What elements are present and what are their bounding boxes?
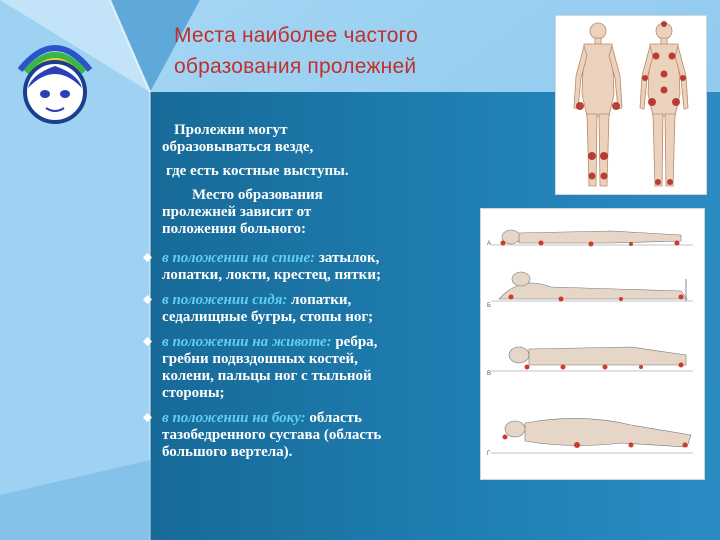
bullet-text: ребра, — [335, 334, 378, 350]
intro-line-3: где есть костные выступы. — [166, 163, 349, 179]
list-item — [140, 334, 476, 402]
bullet-label: в положении на боку: — [162, 410, 306, 426]
bullet-text: лопатки, — [291, 292, 352, 308]
label-b: Б — [487, 303, 491, 309]
intro-line-3-wrap — [140, 163, 476, 180]
depends-line-2: пролежней зависит от — [162, 204, 312, 220]
bullet-label: в положении на спине: — [162, 250, 316, 266]
intro-paragraph — [140, 122, 476, 156]
list-item — [140, 250, 476, 284]
position-side — [487, 418, 693, 457]
title-line-1: Места наиболее частого — [174, 24, 418, 47]
bullet-line-2: лопатки, локти, крестец, пятки; — [162, 267, 381, 283]
diamond-bullet-icon — [143, 413, 152, 422]
title-line-2: образования пролежней — [174, 55, 417, 78]
position-supine — [487, 230, 693, 247]
positions-figure — [480, 208, 705, 480]
diamond-bullet-icon — [143, 295, 152, 304]
slide-title — [174, 20, 514, 82]
intro-line-1: Пролежни могут — [174, 122, 288, 138]
depends-paragraph — [140, 187, 476, 238]
diamond-bullet-icon — [143, 253, 152, 262]
diamond-bullet-icon — [143, 337, 152, 346]
bullet-line-3: большого вертела). — [162, 444, 293, 460]
label-g: Г — [487, 451, 491, 457]
list-item — [140, 292, 476, 326]
body-pressure-points-figure — [555, 15, 707, 195]
bullet-text: область — [309, 410, 362, 426]
bullet-line-2: седалищные бугры, стопы ног; — [162, 309, 374, 325]
bullet-line-3: колени, пальцы ног с тыльной — [162, 368, 372, 384]
depends-line-3: положения больного — [162, 221, 302, 237]
position-prone — [487, 347, 693, 377]
depends-line-3-wrap — [140, 221, 476, 238]
bullet-label: в положении на животе: — [162, 334, 332, 350]
bullet-label: в положении сидя: — [162, 292, 288, 308]
logo — [6, 30, 104, 130]
bullet-line-4: стороны; — [162, 385, 225, 401]
body-text — [140, 122, 476, 469]
position-sitting — [487, 272, 693, 309]
intro-line-2: образовываться везде, — [162, 139, 314, 155]
bullet-text: затылок, — [318, 250, 380, 266]
bullet-line-2: тазобедренного сустава (область — [162, 427, 382, 443]
label-a: А — [487, 241, 492, 247]
bullet-line-2: гребни подвздошных костей, — [162, 351, 358, 367]
depends-line-1: Место образования — [192, 187, 323, 203]
list-item — [140, 410, 476, 461]
depends-colon: : — [301, 221, 307, 237]
label-v: В — [487, 371, 492, 377]
